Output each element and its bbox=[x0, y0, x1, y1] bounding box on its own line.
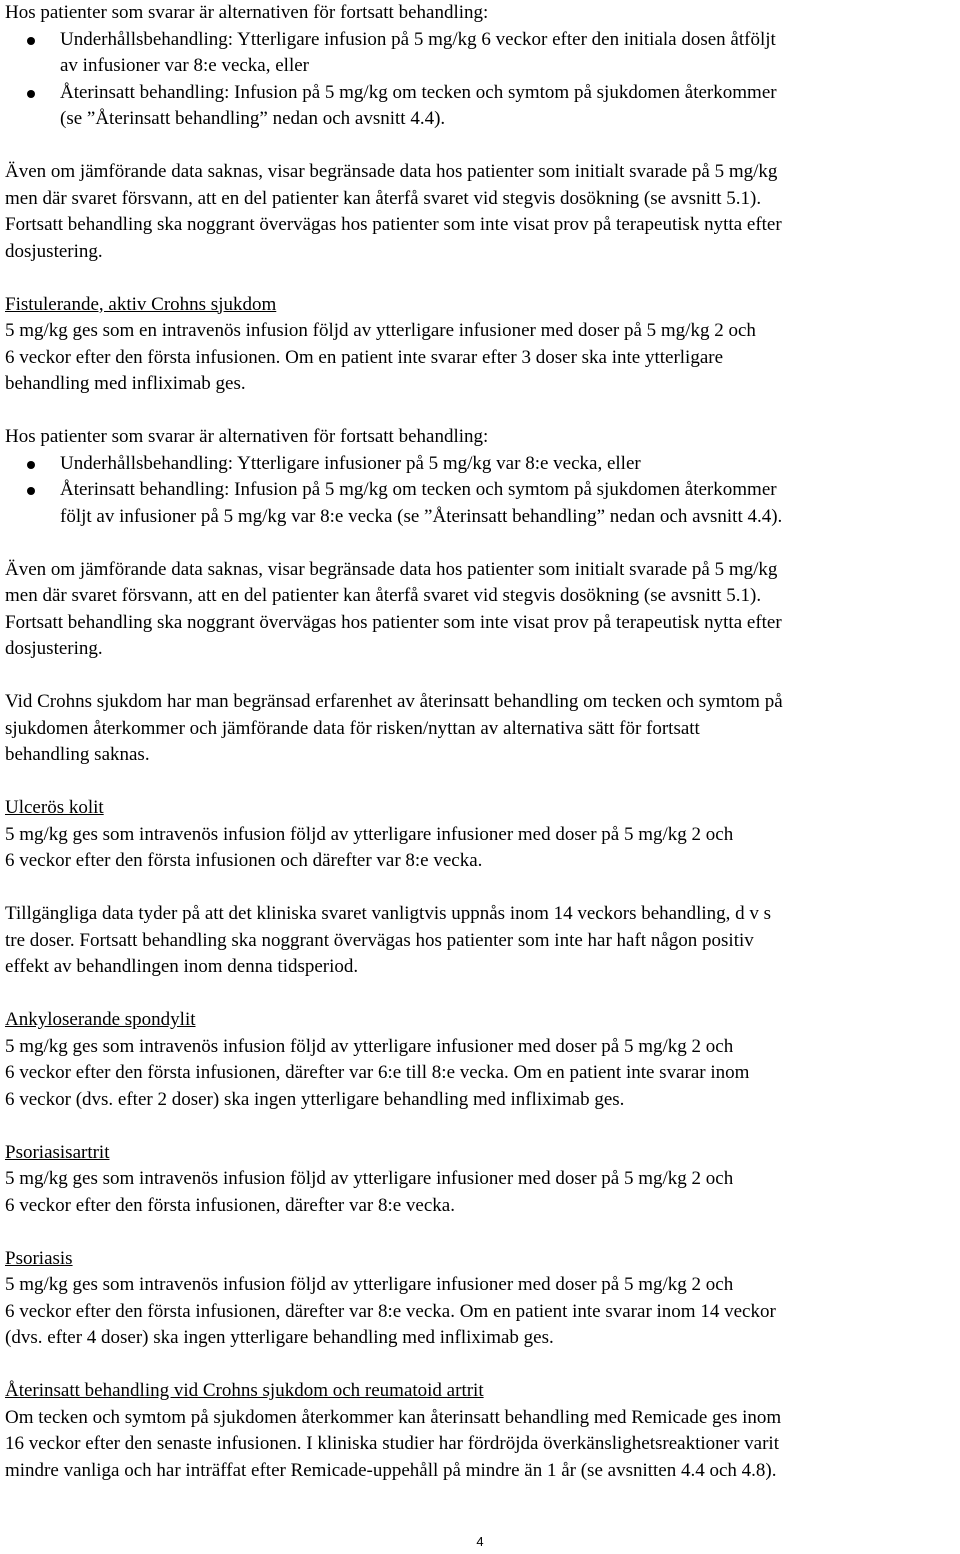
paragraph-line: Även om jämförande data saknas, visar begränsade data hos patienter som initialt svarade på 5 mg/kg bbox=[5, 558, 778, 580]
bullet-text: Återinsatt behandling: Infusion på 5 mg/kg om tecken och symtom på sjukdomen återkommer bbox=[60, 479, 777, 500]
paragraph-line: 6 veckor efter den första infusionen, därefter var 8:e vecka. Om en patient inte svarar inom 14 veckor bbox=[5, 1300, 776, 1322]
paragraph-line: 5 mg/kg ges som intravenös infusion följd av ytterligare infusioner med doser på 5 mg/kg 2 och bbox=[5, 1168, 734, 1189]
paragraph-line: dosjustering. bbox=[5, 638, 103, 659]
section-heading: Psoriasis bbox=[5, 1247, 73, 1269]
bullet-text: av infusioner var 8:e vecka, eller bbox=[60, 55, 309, 76]
paragraph-line: 6 veckor (dvs. efter 2 doser) ska ingen ytterligare behandling med infliximab ges. bbox=[5, 1088, 625, 1110]
paragraph-line: behandling saknas. bbox=[5, 744, 150, 765]
paragraph-line: (dvs. efter 4 doser) ska ingen ytterligare behandling med infliximab ges. bbox=[5, 1327, 554, 1348]
paragraph-line: dosjustering. bbox=[5, 240, 103, 262]
paragraph-line: men där svaret försvann, att en del patienter kan återfå svaret vid stegvis dosökning (se avsnitt 5.1). bbox=[5, 585, 762, 606]
paragraph-line: men där svaret försvann, att en del patienter kan återfå svaret vid stegvis dosökning (se avsnitt 5.1). bbox=[5, 187, 762, 209]
paragraph-line: sjukdomen återkommer och jämförande data för risken/nyttan av alternativa sätt för fortsatt bbox=[5, 717, 700, 739]
paragraph-line: Fortsatt behandling ska noggrant övervägas hos patienter som inte visat prov på terapeutisk nytta efter bbox=[5, 214, 782, 235]
section-heading: Fistulerande, aktiv Crohns sjukdom bbox=[5, 293, 277, 315]
section-heading: Ulcerös kolit bbox=[5, 797, 104, 818]
paragraph-line: 5 mg/kg ges som intravenös infusion följd av ytterligare infusioner med doser på 5 mg/kg 2 och bbox=[5, 823, 734, 845]
section-heading: Psoriasisartrit bbox=[5, 1141, 110, 1163]
bullet-item bbox=[5, 27, 957, 54]
paragraph-line: 6 veckor efter den första infusionen. Om en patient inte svarar efter 3 doser ska inte ytterligare bbox=[5, 346, 724, 368]
bullet-icon bbox=[27, 37, 35, 45]
paragraph-line: 16 veckor efter den senaste infusionen. I kliniska studier har fördröjda överkänslighetsreaktioner varit bbox=[5, 1433, 779, 1454]
paragraph-line: mindre vanliga och har inträffat efter Remicade-uppehåll på mindre än 1 år (se avsnitten 4.4 och 4.8). bbox=[5, 1459, 777, 1481]
document-page bbox=[5, 0, 957, 1484]
bullet-icon bbox=[27, 90, 35, 98]
bullet-text: Återinsatt behandling: Infusion på 5 mg/kg om tecken och symtom på sjukdomen återkommer bbox=[60, 81, 777, 103]
paragraph-line: effekt av behandlingen inom denna tidsperiod. bbox=[5, 956, 359, 977]
paragraph-line: 6 veckor efter den första infusionen och därefter var 8:e vecka. bbox=[5, 850, 483, 871]
document-body bbox=[5, 0, 957, 1484]
paragraph-line: Vid Crohns sjukdom har man begränsad erfarenhet av återinsatt behandling om tecken och symtom på bbox=[5, 691, 783, 712]
bullet-text: (se ”Återinsatt behandling” nedan och avsnitt 4.4). bbox=[60, 108, 446, 129]
paragraph-line: 5 mg/kg ges som intravenös infusion följd av ytterligare infusioner med doser på 5 mg/kg 2 och bbox=[5, 1274, 734, 1295]
paragraph-line: behandling med infliximab ges. bbox=[5, 373, 246, 394]
bullet-icon bbox=[27, 487, 35, 495]
paragraph-line: 6 veckor efter den första infusionen, därefter var 6:e till 8:e vecka. Om en patient inte svarar inom bbox=[5, 1062, 750, 1083]
paragraph-line: Även om jämförande data saknas, visar begränsade data hos patienter som initialt svarade på 5 mg/kg bbox=[5, 161, 778, 182]
paragraph-line: 5 mg/kg ges som en intravenös infusion följd av ytterligare infusioner med doser på 5 mg/kg 2 och bbox=[5, 320, 756, 341]
paragraph-line: Hos patienter som svarar är alternativen för fortsatt behandling: bbox=[5, 2, 489, 23]
section-heading: Återinsatt behandling vid Crohns sjukdom och reumatoid artrit bbox=[5, 1380, 484, 1401]
paragraph-line: 6 veckor efter den första infusionen, därefter var 8:e vecka. bbox=[5, 1194, 455, 1216]
paragraph-line: tre doser. Fortsatt behandling ska noggrant övervägas hos patienter som inte har haft någon positiv bbox=[5, 929, 754, 951]
bullet-item bbox=[5, 451, 957, 478]
section-heading: Ankyloserande spondylit bbox=[5, 1009, 196, 1030]
paragraph-line: 5 mg/kg ges som intravenös infusion följd av ytterligare infusioner med doser på 5 mg/kg 2 och bbox=[5, 1035, 734, 1057]
paragraph-line: Tillgängliga data tyder på att det kliniska svaret vanligtvis uppnås inom 14 veckors behandling, d v s bbox=[5, 903, 772, 924]
bullet-text: Underhållsbehandling: Ytterligare infusioner på 5 mg/kg var 8:e vecka, eller bbox=[60, 452, 641, 474]
bullet-text: följt av infusioner på 5 mg/kg var 8:e vecka (se ”Återinsatt behandling” nedan och avsnitt 4.4). bbox=[60, 505, 783, 527]
paragraph-line: Hos patienter som svarar är alternativen för fortsatt behandling: bbox=[5, 426, 489, 447]
paragraph-line: Fortsatt behandling ska noggrant övervägas hos patienter som inte visat prov på terapeutisk nytta efter bbox=[5, 611, 782, 633]
page-number: 4 bbox=[476, 1534, 484, 1549]
bullet-item bbox=[5, 80, 957, 107]
paragraph-line: Om tecken och symtom på sjukdomen återkommer kan återinsatt behandling med Remicade ges inom bbox=[5, 1406, 782, 1428]
bullet-icon bbox=[27, 461, 35, 469]
bullet-item bbox=[5, 477, 957, 504]
bullet-text: Underhållsbehandling: Ytterligare infusion på 5 mg/kg 6 veckor efter den initiala dosen åtföljt bbox=[60, 28, 776, 50]
